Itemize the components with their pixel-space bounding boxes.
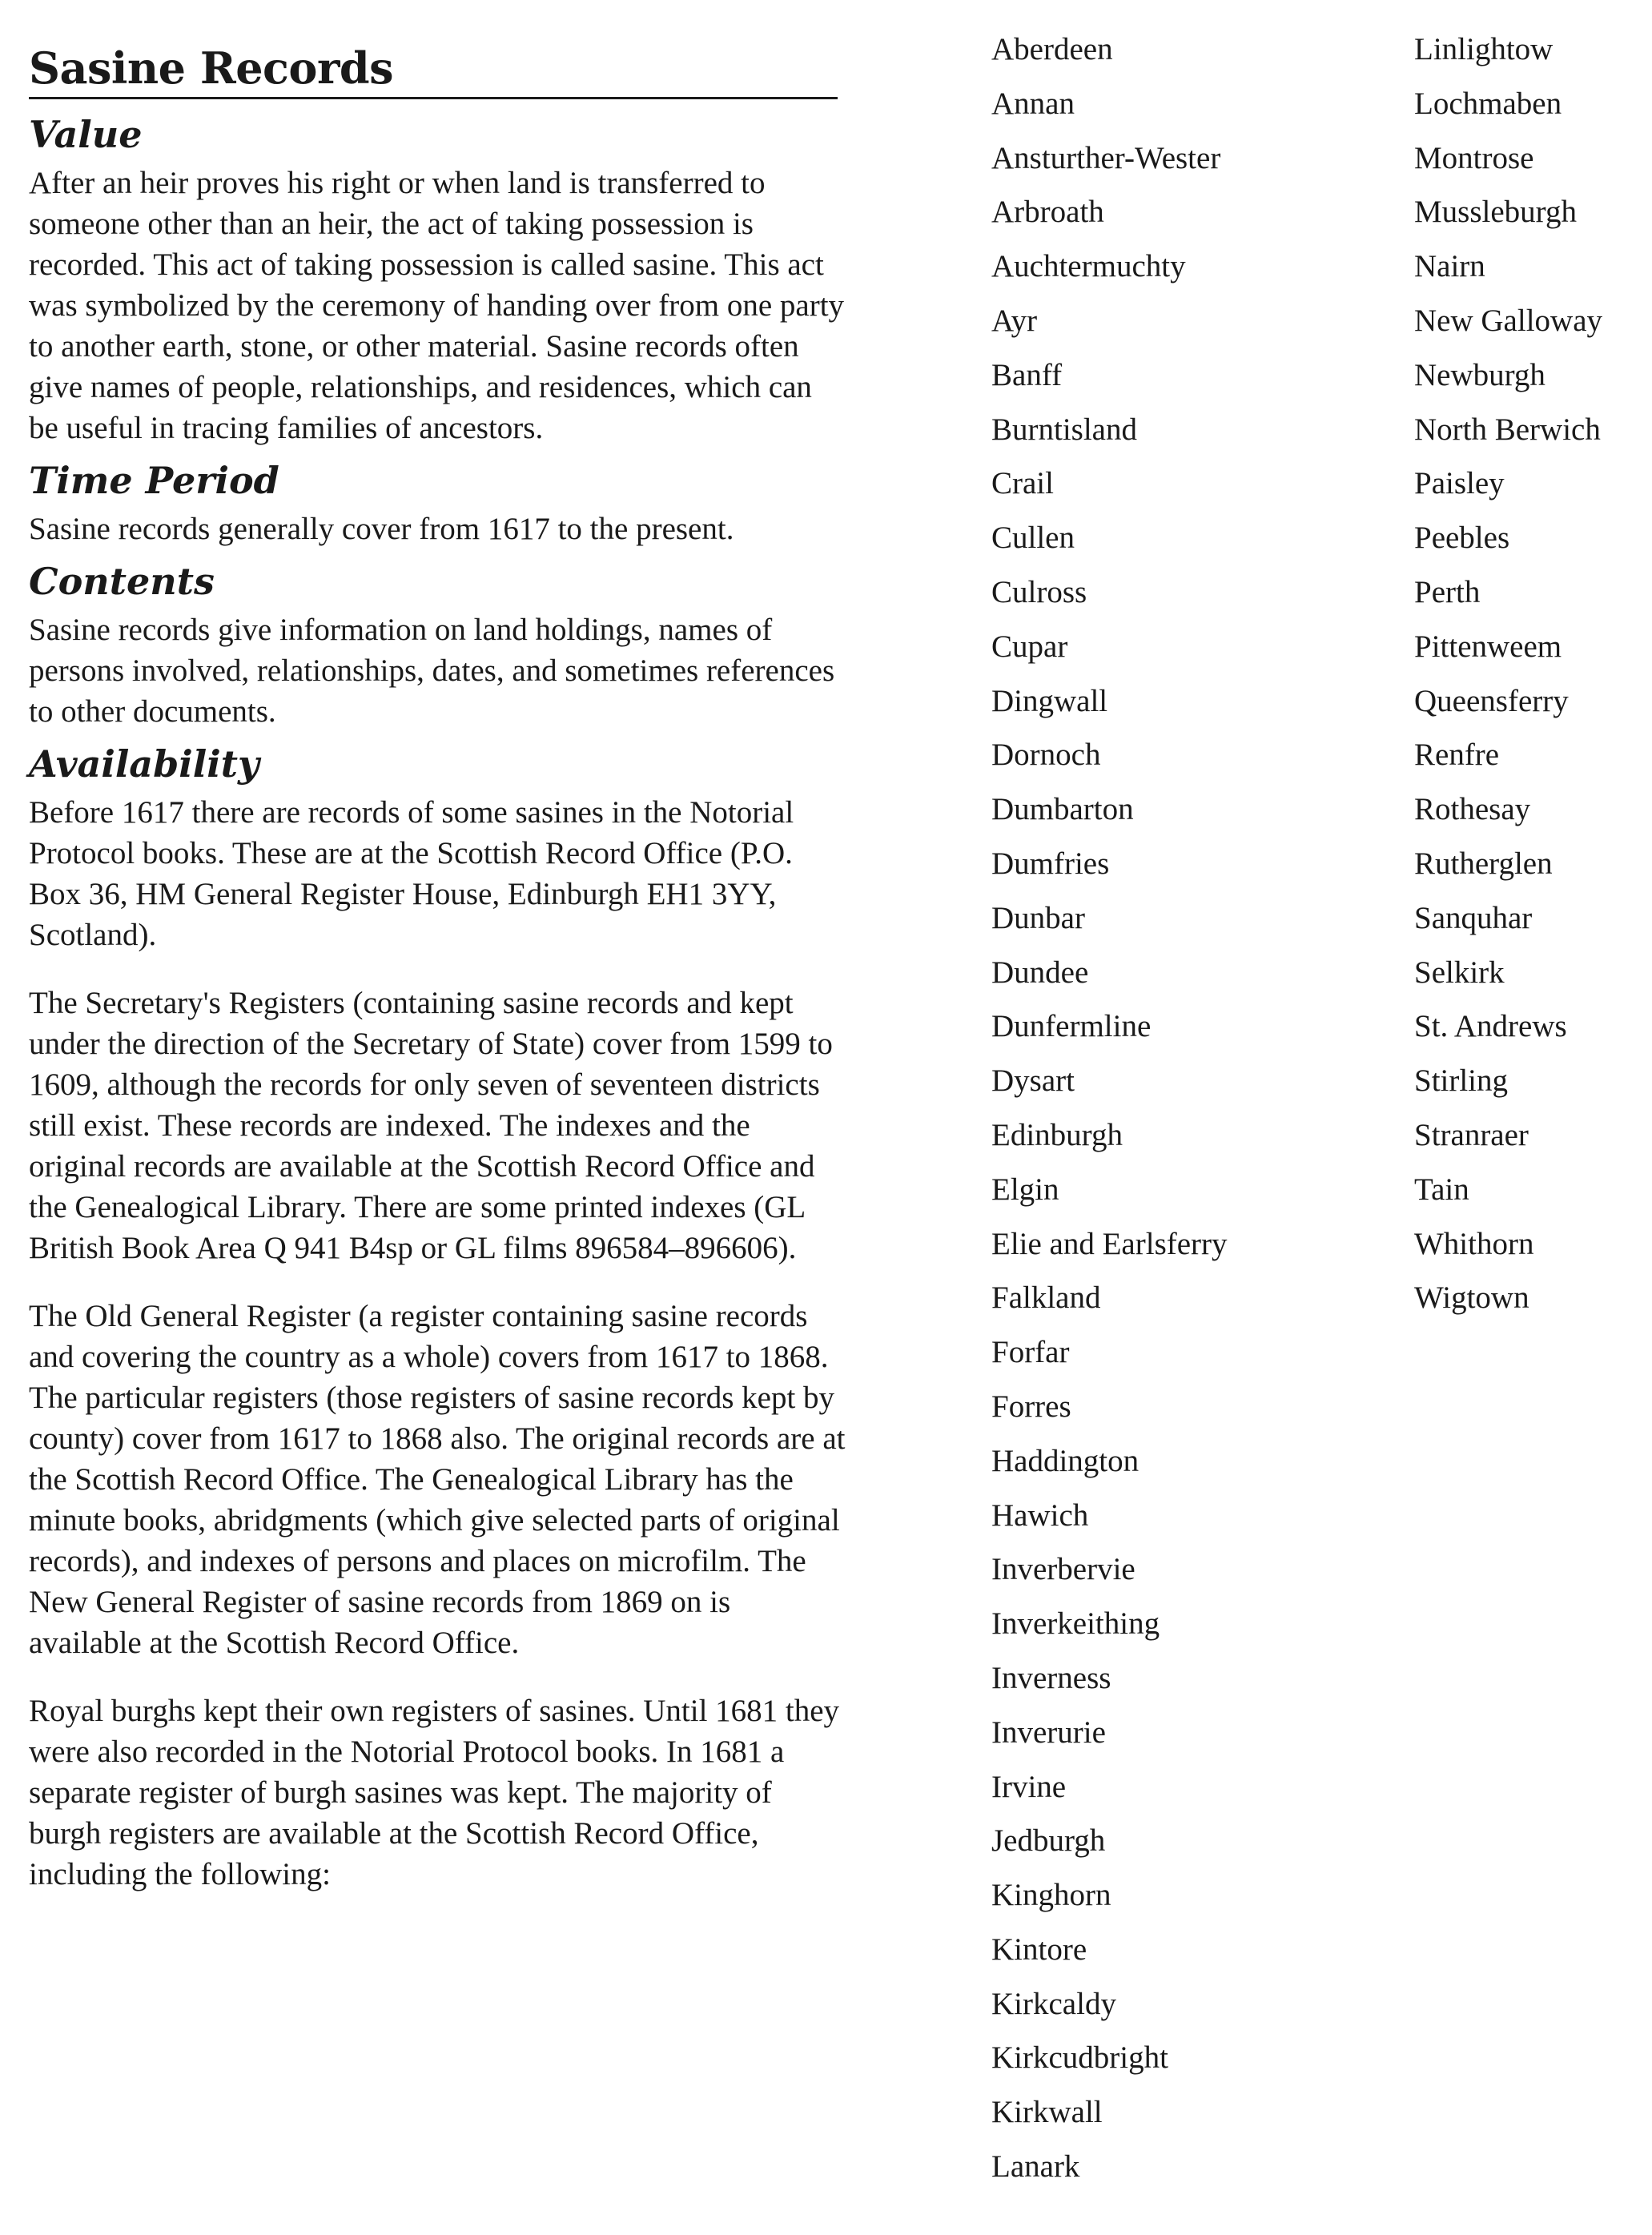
burgh-list-item: Banff [991, 357, 1063, 392]
burgh-list-item: Hawich [991, 1497, 1089, 1533]
main-text-column [29, 32, 846, 1906]
burgh-list-item: Dumbarton [991, 792, 1134, 827]
time-period-paragraph: Sasine records generally cover from 1617 to the present. [29, 512, 734, 547]
burgh-list-item: Inverbervie [991, 1552, 1135, 1587]
burgh-list-item: North Berwich [1414, 412, 1601, 447]
burgh-list-item: Stirling [1414, 1063, 1509, 1099]
burgh-list-item: Montrose [1414, 140, 1534, 175]
burgh-list-item: Wigtown [1414, 1280, 1529, 1316]
burgh-list-item: Burntisland [991, 412, 1137, 447]
burgh-list-item: Inverurie [991, 1714, 1106, 1750]
burgh-list-item: Annan [991, 86, 1075, 121]
availability-paragraph-1: Before 1617 there are records of some sasines in the Notorial Protocol books. These are at the Scottish Record Office (P.O. Box 36, HM General Register House, Edinburgh EH1 3YY, Scotland). [29, 794, 794, 952]
burgh-list-column-1 [991, 30, 1228, 2202]
burgh-list-item: St. Andrews [1414, 1009, 1567, 1044]
burgh-list-item: Kinghorn [991, 1878, 1111, 1913]
burgh-list-column-2 [1414, 30, 1602, 1333]
burgh-list-item: Lochmaben [1414, 86, 1562, 121]
burgh-list-item: Cullen [991, 521, 1075, 556]
burgh-list-item: Kintore [991, 1932, 1087, 1967]
burgh-list-item: Kirkwall [991, 2095, 1103, 2130]
burgh-list-item: Dundee [991, 955, 1089, 990]
burgh-list-item: Jedburgh [991, 1823, 1106, 1859]
burgh-list-item: Elgin [991, 1172, 1059, 1207]
burgh-list-item: Dunbar [991, 900, 1085, 935]
burgh-list-item: Dingwall [991, 683, 1108, 718]
burgh-list-item: Forfar [991, 1335, 1070, 1370]
burgh-list-item: Ayr [991, 303, 1038, 338]
heading-time-period: Time Period [29, 459, 279, 503]
burgh-list-item: Cupar [991, 629, 1068, 664]
burgh-list-item: Renfre [1414, 738, 1500, 773]
burgh-list-item: Aberdeen [991, 32, 1113, 66]
availability-paragraph-4: Royal burghs kept their own registers of sasines. Until 1681 they were also recorded in the Notorial Protocol books. In 1681 a separate register of burgh sasines was kept. The majority of burgh registers are available at the Scottish Record Office, including the following: [29, 1693, 840, 1891]
burgh-list-item: Elie and Earlsferry [991, 1226, 1228, 1261]
heading-availability: Availability [29, 742, 259, 786]
burgh-list-item: Forres [991, 1389, 1071, 1424]
value-paragraph: After an heir proves his right or when land is transferred to someone other than an heir, the act of taking possession is recorded. This act of taking possession is called sasine. This act was symbolized by the ceremony of handing over from one party to another earth, stone, or other material. Sasine records often give names of people, relationships, and residences, which can be useful in tracing families of ancestors. [29, 166, 845, 446]
availability-paragraph-2: The Secretary's Registers (containing sasine records and kept under the direction of the Secretary of State) cover from 1599 to 1609, although the records for only seven of seventeen districts still exist. These records are indexed. The indexes and the original records are available at the Scottish Record Office and the Genealogical Library. There are some printed indexes (GL British Book Area Q 941 B4sp or GL films 896584–896606). [29, 985, 833, 1265]
burgh-list-item: Perth [1414, 574, 1481, 609]
burgh-list-item: Selkirk [1414, 955, 1505, 990]
burgh-list-item: Kirkcudbright [991, 2040, 1168, 2076]
burgh-list-item: Peebles [1414, 521, 1510, 556]
burgh-list-item: Whithorn [1414, 1226, 1534, 1261]
heading-value: Value [29, 113, 143, 157]
burgh-list-item: Lanark [991, 2149, 1080, 2185]
burgh-list-item: Rothesay [1414, 792, 1531, 827]
burgh-list-item: Nairn [1414, 249, 1485, 284]
burgh-list-item: Dysart [991, 1063, 1075, 1099]
burgh-list-item: Dornoch [991, 738, 1101, 773]
heading-contents: Contents [29, 560, 215, 604]
burgh-list-item: Kirkcaldy [991, 1986, 1116, 2021]
burgh-list-item: Edinburgh [991, 1117, 1123, 1152]
burgh-list-item: Paisley [1414, 466, 1505, 501]
burgh-list-item: Culross [991, 574, 1087, 609]
burgh-list-item: Inverness [991, 1660, 1111, 1695]
burgh-list-item: Sanquhar [1414, 900, 1533, 935]
burgh-list-item: Falkland [991, 1280, 1101, 1316]
title-rule [29, 97, 838, 99]
burgh-list-item: Inverkeithing [991, 1606, 1160, 1642]
burgh-list-item: Auchtermuchty [991, 249, 1186, 284]
availability-paragraph-3: The Old General Register (a register containing sasine records and covering the country as a whole) covers from 1617 to 1868. The particular registers (those registers of sasine records kept by county) cover from 1617 to 1868 also. The original records are at the Scottish Record Office. The Genealogical Library has the minute books, abridgments (which give selected parts of original records), and indexes of persons and places on microfilm. The New General Register of sasine records from 1869 on is available at the Scottish Record Office. [29, 1298, 846, 1660]
burgh-list-item: Dumfries [991, 846, 1110, 881]
contents-paragraph: Sasine records give information on land holdings, names of persons involved, relationships, dates, and sometimes references to other documents. [29, 613, 835, 730]
burgh-list-item: Ansturther-Wester [991, 140, 1221, 175]
burgh-list-item: Irvine [991, 1769, 1067, 1804]
burgh-list-item: Crail [991, 466, 1054, 501]
burgh-list-item: Newburgh [1414, 357, 1545, 392]
burgh-list-item: Tain [1414, 1172, 1469, 1207]
burgh-list-item: Rutherglen [1414, 846, 1553, 881]
page-title: Sasine Records [29, 42, 394, 94]
burgh-list-item: Pittenweem [1414, 629, 1562, 664]
burgh-list-item: Haddington [991, 1443, 1140, 1478]
burgh-list-item: New Galloway [1414, 303, 1603, 338]
burgh-list-item: Queensferry [1414, 683, 1569, 718]
burgh-list-item: Dunfermline [991, 1009, 1152, 1044]
burgh-list-item: Mussleburgh [1414, 195, 1577, 230]
burgh-list-item: Linlightow [1414, 32, 1554, 66]
burgh-list-item: Stranraer [1414, 1117, 1529, 1152]
burgh-list-item: Arbroath [991, 195, 1104, 230]
